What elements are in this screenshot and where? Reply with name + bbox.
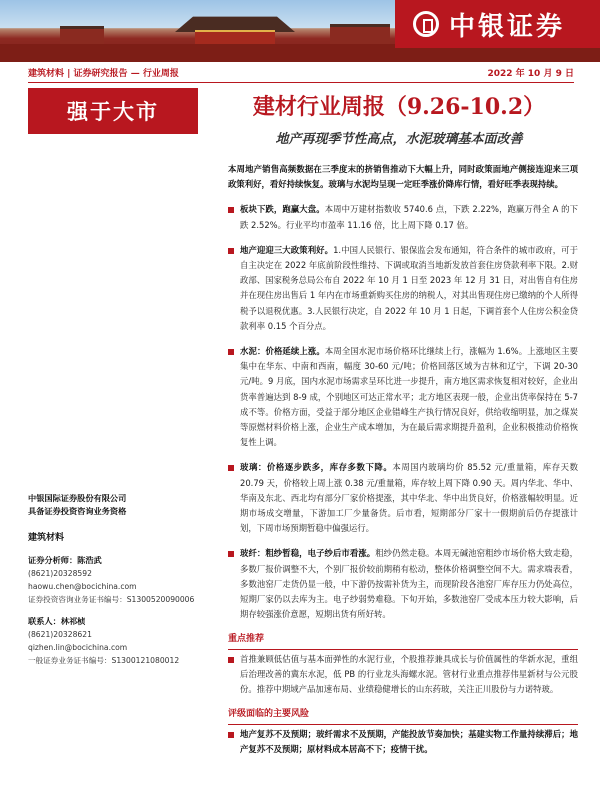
- report-subtitle: 地产再现季节性高点，水泥玻璃基本面改善: [275, 132, 523, 147]
- main-content: [228, 162, 578, 767]
- analyst-1-name: 证券分析师：陈浩武: [28, 555, 102, 565]
- bullet-lead: 板块下跌，跑赢大盘。: [240, 204, 325, 215]
- brand-name: 中银证券: [449, 11, 566, 42]
- firm-name: 中银国际证券股份有限公司: [28, 493, 127, 503]
- bullet-item: [228, 243, 578, 334]
- analyst-2-email[interactable]: qizhen.lin@bocichina.com: [28, 643, 128, 652]
- bullet-item: [228, 546, 578, 622]
- bullet-text: 粗纱仍然走稳。本周无碱池窑粗纱市场价格大致走稳，多数厂报价调整不大，个别厂报价较前期稍有松动，整体价格调整空间不大。需求端表看，多数池窑厂走货仍显一般，中下游仍按需补货为主，而现阶段各池窑厂库存压力仍处高位，短期厂家仍以去库为主。电子纱弱势难稳。下旬开始，多数池窑厂受成本压力较大影响，后期存较强涨价意愿，短期出货有所好转。: [240, 548, 579, 620]
- report-category: 建筑材料 | 证券研究报告 — 行业周报: [28, 68, 179, 79]
- risk-section-title: 评级面临的主要风险: [228, 707, 578, 724]
- bullet-list: [228, 202, 578, 622]
- analyst-1-phone: (8621)20328592: [28, 569, 92, 578]
- brand-logo: [395, 0, 600, 48]
- recommend-list: [228, 652, 578, 698]
- bank-of-china-logo-icon: [413, 11, 439, 37]
- analyst-1-cert: 证券投资咨询业务证书编号：S1300520090006: [28, 595, 195, 604]
- bullet-item: [228, 460, 578, 536]
- summary-paragraph: 本周地产销售高频数据在三季度末的挤销售推动下大幅上升，同时政策面地产侧接连迎来三项政策利好，看好持续恢复。玻璃与水泥均呈现一定旺季涨价降库行情，看好旺季表现持续。: [228, 164, 578, 190]
- bullet-lead: 玻纤：粗纱暂稳，电子纱后市看涨。: [240, 548, 376, 559]
- banner-palace-roof: [175, 10, 295, 32]
- bullet-text: 本周全国水泥市场价格环比继续上行，涨幅为 1.6%。上涨地区主要集中在华东、中南和西南，幅度 30-60 元/吨；价格回落区域为吉林和辽宁，下调 20-30 元/吨。9 月底，国内水泥市场需求呈环比进一步提升，南方地区需求恢复相对较好，企业出货率普遍达到 8-9 成，个别地区可达正常水平；北方地区表现一般，企业出货率保持在 5-7 成不等。价格方面，受益于部分地区企业错峰生产执行情况良好，供给收缩明显，加之煤炭等原燃材料价格上涨，企业生产成本增加，为在最后需求期提升盈利，企业积极推动价格恢复性上调。: [240, 346, 579, 448]
- recommend-section-title: 重点推荐: [228, 632, 578, 649]
- rating-badge: 强于大市: [28, 88, 198, 134]
- sector-label: 建筑材料: [28, 533, 65, 543]
- report-meta-bar: [28, 62, 574, 83]
- header-banner: [0, 0, 600, 62]
- analyst-2-phone: (8621)20328621: [28, 630, 92, 639]
- bullet-item: [228, 344, 578, 450]
- bullet-text: 本周国内玻璃均价 85.52 元/重量箱，库存天数 20.79 天，价格较上周上涨 0.38 元/重量箱，库存较上周下降 0.90 天。周内华北、华中、华南及东北、西北均有部分厂家价格提涨，其中华北、华中出货良好，价格涨幅较明显。近期市场成交增量，下游加工厂少量备货。后市看，短期部分厂家十一假期前后仍存提涨计划，下周市场预期暂稳中偏强运行。: [240, 462, 579, 534]
- bullet-text: 本周中万建材指数收 5740.6 点，下跌 2.22%，跑赢万得全 A 的下跌 2.52%。行业平均市盈率 11.16 倍，比上周下降 0.17 倍。: [240, 204, 578, 230]
- firm-qualification: 具备证券投资咨询业务资格: [28, 506, 127, 516]
- bullet-lead: 地产迎迎三大政策利好。: [240, 244, 334, 255]
- analyst-2-cert: 一般证券业务证书编号：S1300121080012: [28, 656, 180, 665]
- recommend-item: 首推兼顾低估值与基本面弹性的水泥行业，个股推荐兼具成长与价值属性的华新水泥，重组后治理改善的冀东水泥，低 PB 的行业龙头海螺水泥。管材行业重点推荐伟星新材与公元股份。推荐中期域产品加速布局、业绩稳健增长的山东药玻，关注正川股份与力诺特玻。: [228, 652, 578, 698]
- bullet-lead: 水泥：价格延续上涨。: [240, 346, 325, 357]
- analyst-2-name: 联系人：林祁桢: [28, 616, 86, 626]
- analyst-1-email[interactable]: haowu.chen@bocichina.com: [28, 582, 137, 591]
- bullet-text: 1.中国人民银行、银保监会发布通知，符合条件的城市政府，可于自主决定在 2022 年底前阶段性维持、下调或取消当地新发放首套住房贷款利率下限。2.财政部、国家税务总局公布自 2022 年 10 月 1 日至 2023 年 12 月 31 日，对出售自有住房并在现住房出售后 1 年内在市场重新购买住房的纳税人，对其出售现住房已缴纳的个人所得税予以退税优惠。3.人民银行决定，自 2022 年 10 月 1 日起，下调首套个人住房公积金贷款利率 0.15 个百分点。: [240, 244, 578, 331]
- report-date: 2022 年 10 月 9 日: [487, 68, 574, 79]
- risk-list: [228, 727, 578, 757]
- bullet-item: [228, 202, 578, 232]
- sidebar-analysts: [28, 532, 210, 667]
- sidebar-firm-info: [28, 492, 210, 518]
- report-title: 建材行业周报（9.26-10.2）: [252, 94, 546, 120]
- risk-item: 地产复苏不及预期；玻纤需求不及预期，产能投放节奏加快；基建实物工作量持续滞后；地产复苏不及预期；原材料成本居高不下；疫情干扰。: [228, 727, 578, 757]
- bullet-lead: 玻璃：价格逐步跌多，库存多数下降。: [240, 462, 393, 473]
